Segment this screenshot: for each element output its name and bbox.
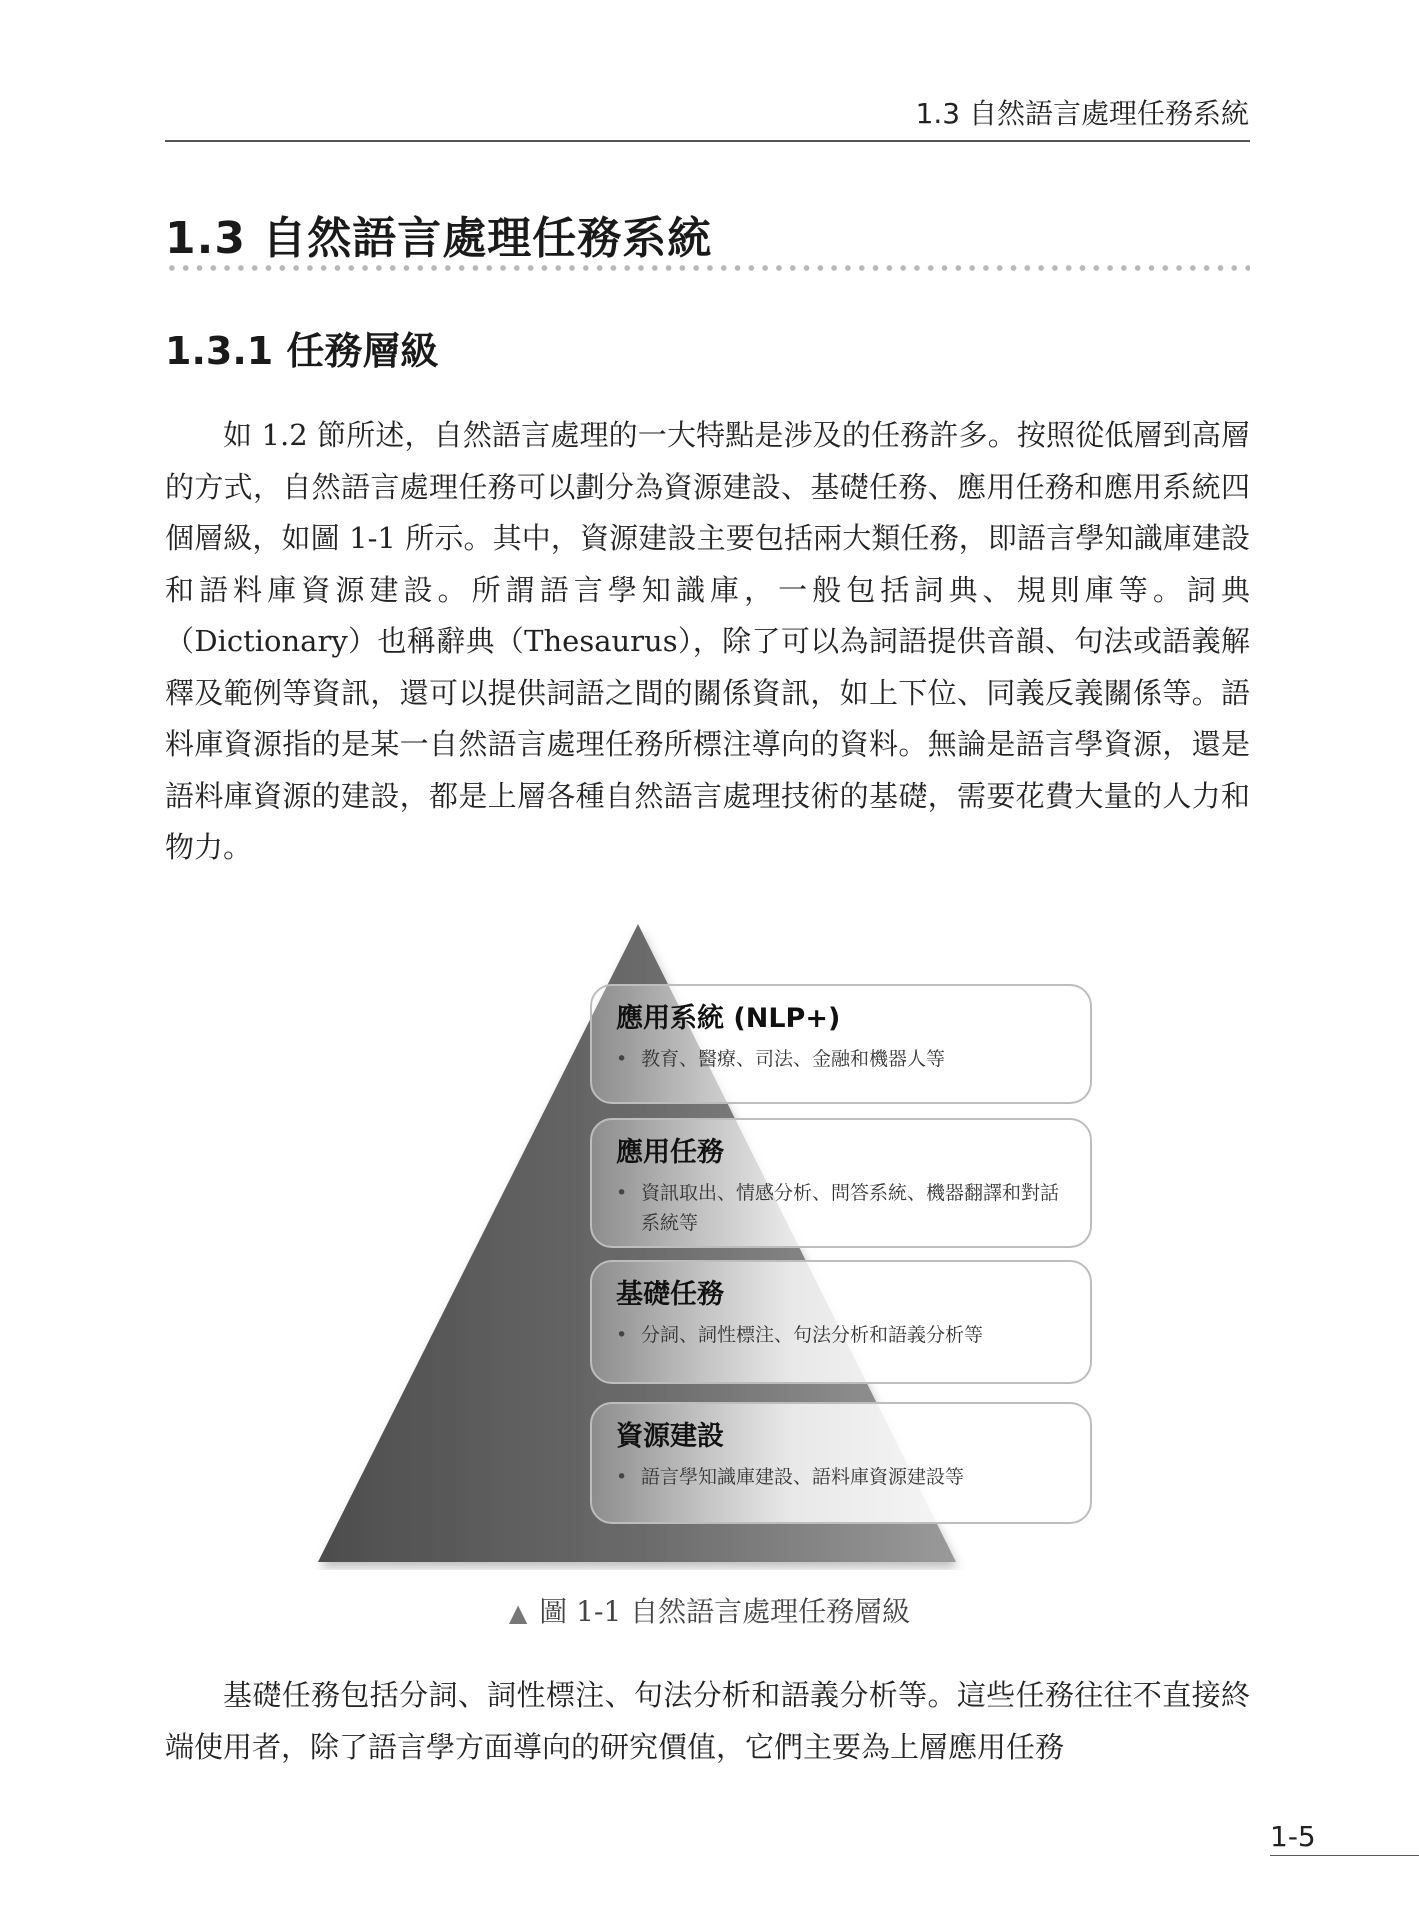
tier-basic-tasks — [590, 1260, 1092, 1384]
tier-title: 應用系統 (NLP+) — [616, 1003, 841, 1034]
tier-item: • 資訊取出、情感分析、問答系統、機器翻譯和對話系統等 — [616, 1178, 1066, 1238]
body-paragraph-2: 基礎任務包括分詞、詞性標注、句法分析和語義分析等。這些任務往往不直接終端使用者，除了語言學方面導向的研究價值，它們主要為上層應用任務 — [165, 1678, 1250, 1764]
tier-title: 資源建設 — [616, 1421, 724, 1452]
tier-resource-building — [590, 1402, 1092, 1524]
tier-item: • 語言學知識庫建設、語料庫資源建設等 — [616, 1462, 1066, 1492]
header-rule — [165, 140, 1250, 142]
subsection-title: 1.3.1 任務層級 — [165, 329, 439, 373]
figure-caption — [0, 1590, 1419, 1630]
body-paragraph-1: 如 1.2 節所述，自然語言處理的一大特點是涉及的任務許多。按照從低層到高層的方式，自然語言處理任務可以劃分為資源建設、基礎任務、應用任務和應用系統四個層級，如圖 1-1 所示。其中，資源建設主要包括兩大類任務，即語言學知識庫建設和語料庫資源建設。所謂語言學知識庫，一般包括詞典、規則庫等。詞典（Dictionary）也稱辭典（Thesaurus），除了可以為詞語提供音韻、句法或語義解釋及範例等資訊，還可以提供詞語之間的關係資訊，如上下位、同義反義關係等。語料庫資源指的是某一自然語言處理任務所標注導向的資料。無論是語言學資源，還是語料庫資源的建設，都是上層各種自然語言處理技術的基礎，需要花費大量的人力和物力。 — [165, 418, 1250, 864]
tier-item: • 分詞、詞性標注、句法分析和語義分析等 — [616, 1320, 1066, 1350]
tier-title: 基礎任務 — [616, 1279, 724, 1310]
tier-list — [616, 1462, 1066, 1492]
dotted-divider — [165, 264, 1250, 272]
figure-caption-text: 圖 1-1 自然語言處理任務層級 — [539, 1595, 911, 1628]
triangle-icon: ▲ — [508, 1599, 528, 1627]
tier-list — [616, 1320, 1066, 1350]
page-number: 1-5 — [1270, 1820, 1316, 1853]
tier-application-systems — [590, 984, 1092, 1104]
running-header: 1.3 自然語言處理任務系統 — [915, 97, 1249, 130]
footer-rule — [1270, 1855, 1419, 1856]
tier-title: 應用任務 — [616, 1137, 724, 1168]
tier-application-tasks — [590, 1118, 1092, 1248]
tier-list — [616, 1178, 1066, 1238]
tier-item: • 教育、醫療、司法、金融和機器人等 — [616, 1044, 1066, 1074]
tier-list — [616, 1044, 1066, 1074]
section-title: 1.3 自然語言處理任務系統 — [165, 213, 713, 264]
pyramid-figure — [300, 910, 1120, 1570]
